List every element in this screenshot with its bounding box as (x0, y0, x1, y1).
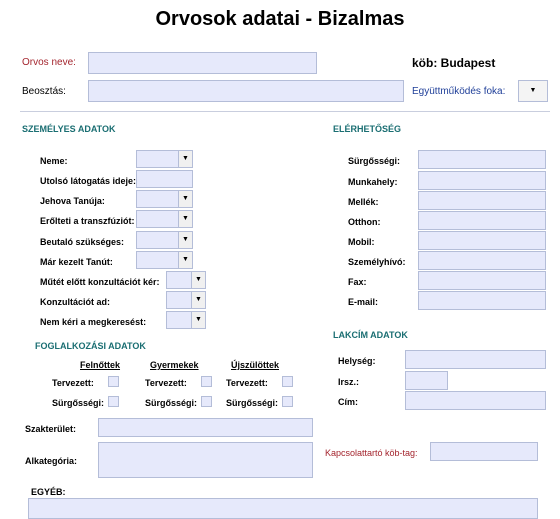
egyuttmukodes-dropdown[interactable] (518, 80, 548, 102)
gyermekek-surgossegi-checkbox[interactable] (201, 396, 212, 407)
surgossegi-label: Sürgősségi: (145, 398, 198, 408)
kapcsolattarto-label: Kapcsolattartó köb-tag: (325, 448, 418, 458)
alkategoria-label: Alkategória: (25, 456, 78, 466)
beutalo-label: Beutaló szükséges: (40, 237, 125, 247)
szemelyes-title: SZEMÉLYES ADATOK (22, 124, 116, 134)
ujszulottek-tervezett-checkbox[interactable] (282, 376, 293, 387)
chevron-down-icon: ▼ (191, 272, 205, 288)
elerhetoseg-title: ELÉRHETŐSÉG (333, 124, 402, 134)
szakterulet-field[interactable] (98, 418, 313, 437)
mutet-elott-dropdown[interactable] (166, 271, 206, 289)
kob-label: köb: Budapest (412, 56, 496, 70)
felnottek-surgossegi-checkbox[interactable] (108, 396, 119, 407)
surgossegi-field[interactable] (418, 150, 546, 169)
alkategoria-field[interactable] (98, 442, 313, 478)
chevron-down-icon: ▼ (178, 151, 192, 167)
foglalkozasi-title: FOGLALKOZÁSI ADATOK (35, 341, 146, 351)
nem-keri-label: Nem kéri a megkeresést: (40, 317, 147, 327)
munkahely-field[interactable] (418, 171, 546, 190)
orvos-neve-field[interactable] (88, 52, 317, 74)
tervezett-label: Tervezett: (52, 378, 94, 388)
jehova-dropdown[interactable] (136, 190, 193, 208)
chevron-down-icon: ▼ (178, 252, 192, 268)
chevron-down-icon: ▼ (178, 211, 192, 227)
beosztas-field[interactable] (88, 80, 404, 102)
mobil-label: Mobil: (348, 237, 375, 247)
email-field[interactable] (418, 291, 546, 310)
egyuttmukodes-label: Együttműködés foka: (412, 86, 506, 97)
szemelyhivo-label: Személyhívó: (348, 257, 406, 267)
surgossegi-label: Sürgősségi: (226, 398, 279, 408)
cim-label: Cím: (338, 397, 358, 407)
neme-dropdown[interactable] (136, 150, 193, 168)
otthon-label: Otthon: (348, 217, 381, 227)
chevron-down-icon: ▼ (178, 191, 192, 207)
mellek-label: Mellék: (348, 197, 379, 207)
mar-kezelt-dropdown[interactable] (136, 251, 193, 269)
tervezett-label: Tervezett: (145, 378, 187, 388)
helyseg-field[interactable] (405, 350, 546, 369)
ujszulottek-surgossegi-checkbox[interactable] (282, 396, 293, 407)
orvos-neve-label: Orvos neve: (22, 57, 76, 68)
chevron-down-icon: ▼ (178, 232, 192, 248)
irsz-label: Irsz.: (338, 377, 360, 387)
felnottek-tervezett-checkbox[interactable] (108, 376, 119, 387)
lakcim-title: LAKCÍM ADATOK (333, 330, 408, 340)
kapcsolattarto-field[interactable] (430, 442, 538, 461)
chevron-down-icon: ▼ (191, 312, 205, 328)
cim-field[interactable] (405, 391, 546, 410)
mar-kezelt-label: Már kezelt Tanút: (40, 257, 113, 267)
beosztas-label: Beosztás: (22, 86, 66, 97)
konzultaciot-ad-dropdown[interactable] (166, 291, 206, 309)
email-label: E-mail: (348, 297, 379, 307)
surgossegi-label: Sürgősségi: (348, 156, 401, 166)
jehova-label: Jehova Tanúja: (40, 196, 105, 206)
konzultaciot-ad-label: Konzultációt ad: (40, 297, 110, 307)
szakterulet-label: Szakterület: (25, 424, 77, 434)
neme-label: Neme: (40, 156, 68, 166)
erolteti-label: Erőlteti a transzfúziót: (40, 216, 135, 226)
fax-field[interactable] (418, 271, 546, 290)
gyermekek-tervezett-checkbox[interactable] (201, 376, 212, 387)
fax-label: Fax: (348, 277, 367, 287)
chevron-down-icon: ▼ (191, 292, 205, 308)
otthon-field[interactable] (418, 211, 546, 230)
beutalo-dropdown[interactable] (136, 231, 193, 249)
utolso-latogatas-field[interactable] (136, 170, 193, 188)
szemelyhivo-field[interactable] (418, 251, 546, 270)
egyeb-label: EGYÉB: (31, 487, 66, 497)
nem-keri-dropdown[interactable] (166, 311, 206, 329)
col-ujszulottek: Újszülöttek (231, 360, 280, 370)
munkahely-label: Munkahely: (348, 177, 398, 187)
tervezett-label: Tervezett: (226, 378, 268, 388)
col-gyermekek: Gyermekek (150, 360, 199, 370)
utolso-latogatas-label: Utolsó látogatás ideje: (40, 176, 137, 186)
mellek-field[interactable] (418, 191, 546, 210)
page-title: Orvosok adatai - Bizalmas (155, 8, 405, 30)
col-felnottek: Felnőttek (80, 360, 121, 370)
erolteti-dropdown[interactable] (136, 210, 193, 228)
surgossegi-label: Sürgősségi: (52, 398, 105, 408)
irsz-field[interactable] (405, 371, 448, 390)
mobil-field[interactable] (418, 231, 546, 250)
helyseg-label: Helység: (338, 356, 376, 366)
separator (20, 111, 550, 112)
chevron-down-icon: ▼ (519, 81, 547, 101)
mutet-elott-label: Műtét előtt konzultációt kér: (40, 277, 160, 287)
egyeb-field[interactable] (28, 498, 538, 519)
